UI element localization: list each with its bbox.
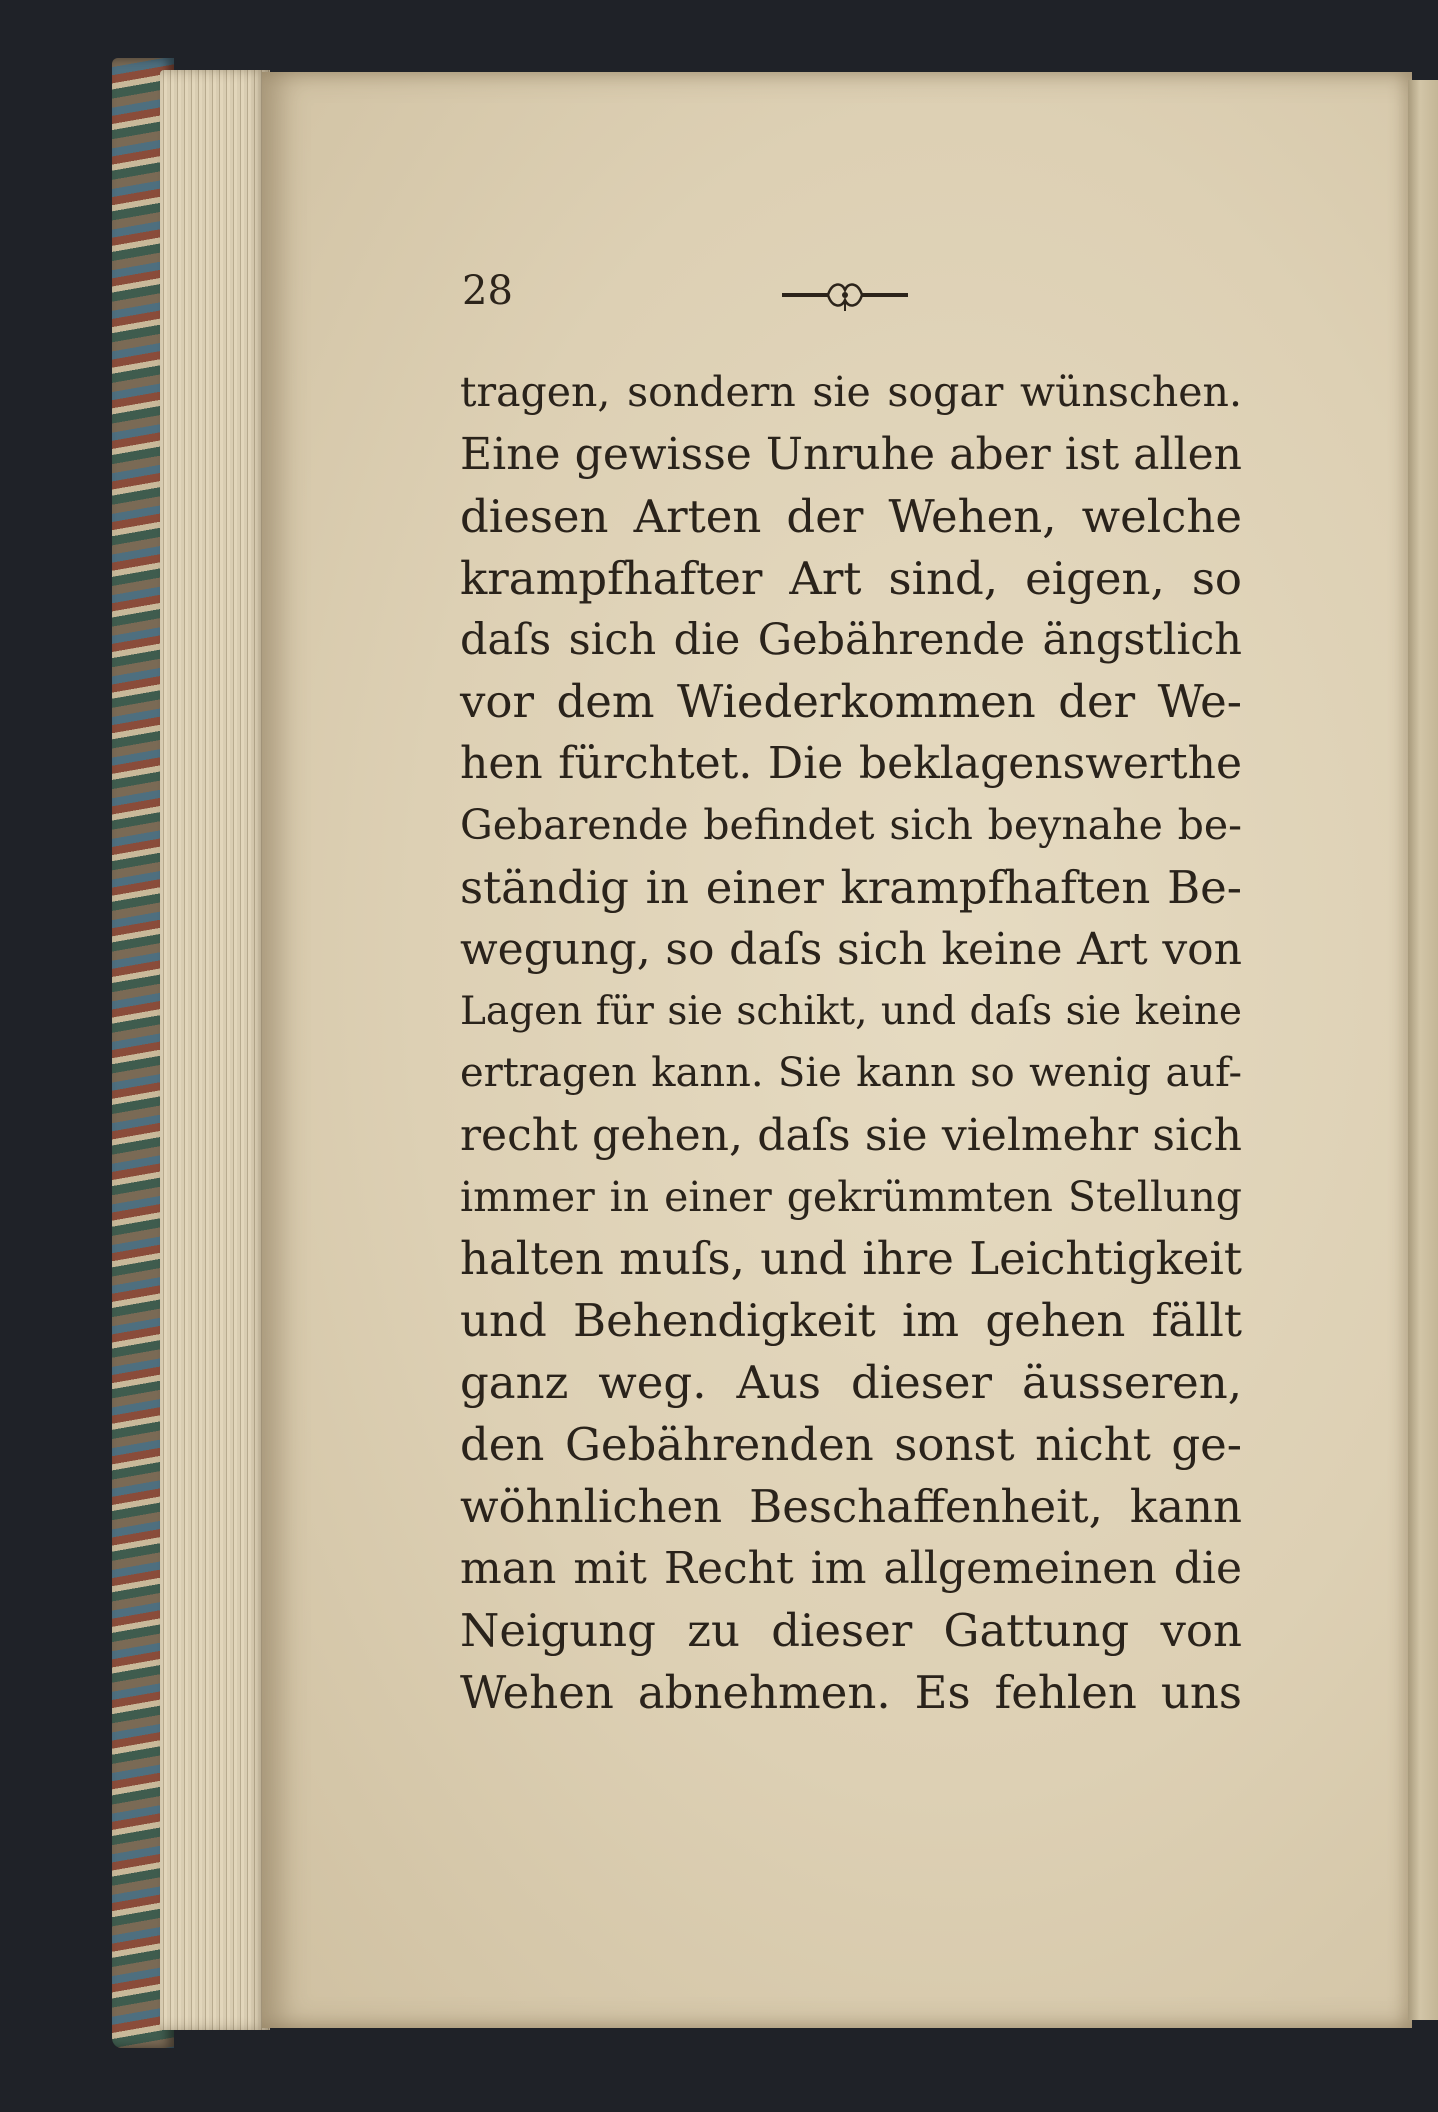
text-line: ganz weg. Aus dieser äusseren, — [460, 1356, 1242, 1410]
page-header — [462, 268, 1262, 328]
text-line: daſs sich die Gebährende ängstlich — [460, 614, 1242, 665]
text-line: Gebarende befindet sich beynahe be- — [460, 801, 1242, 850]
text-line: wöhnlichen Beschaffenheit, kann — [460, 1480, 1242, 1534]
text-line: Eine gewisse Unruhe aber ist allen — [460, 428, 1242, 480]
text-line: ertragen kann. Sie kann so wenig auf- — [460, 1049, 1242, 1096]
text-line: vor dem Wiederkommen der We- — [460, 675, 1242, 729]
text-line: ständig in einer krampfhaften Be- — [460, 861, 1242, 915]
vignette-icon — [780, 278, 910, 312]
text-line: tragen, sondern sie sogar wünschen. — [460, 368, 1242, 416]
text-line: den Gebährenden sonst nicht ge- — [460, 1418, 1242, 1472]
text-line: halten muſs, und ihre Leichtigkeit — [460, 1232, 1242, 1286]
text-line: wegung, so daſs sich keine Art von — [460, 924, 1242, 976]
text-line: und Behendigkeit im gehen fällt — [460, 1294, 1242, 1348]
text-line: krampfhafter Art sind, eigen, so — [460, 551, 1242, 605]
text-line: hen fürchtet. Die beklagenswerthe — [460, 738, 1242, 790]
text-line: Lagen für sie schikt, und daſs sie keine — [460, 988, 1242, 1034]
text-line: man mit Recht im allgemeinen die — [460, 1542, 1242, 1594]
text-line: immer in einer gekrümmten Stellung — [460, 1172, 1242, 1221]
page-number: 28 — [462, 268, 513, 314]
facing-page-edge — [1408, 80, 1438, 2020]
page-block-edge — [160, 70, 270, 2030]
text-line: diesen Arten der Wehen, welche — [460, 489, 1242, 543]
text-line: recht gehen, daſs sie vielmehr sich — [460, 1109, 1242, 1161]
body-text — [460, 362, 1242, 1724]
text-line: Neigung zu dieser Gattung von — [460, 1603, 1242, 1657]
text-line: Wehen abnehmen. Es fehlen uns — [460, 1665, 1242, 1719]
